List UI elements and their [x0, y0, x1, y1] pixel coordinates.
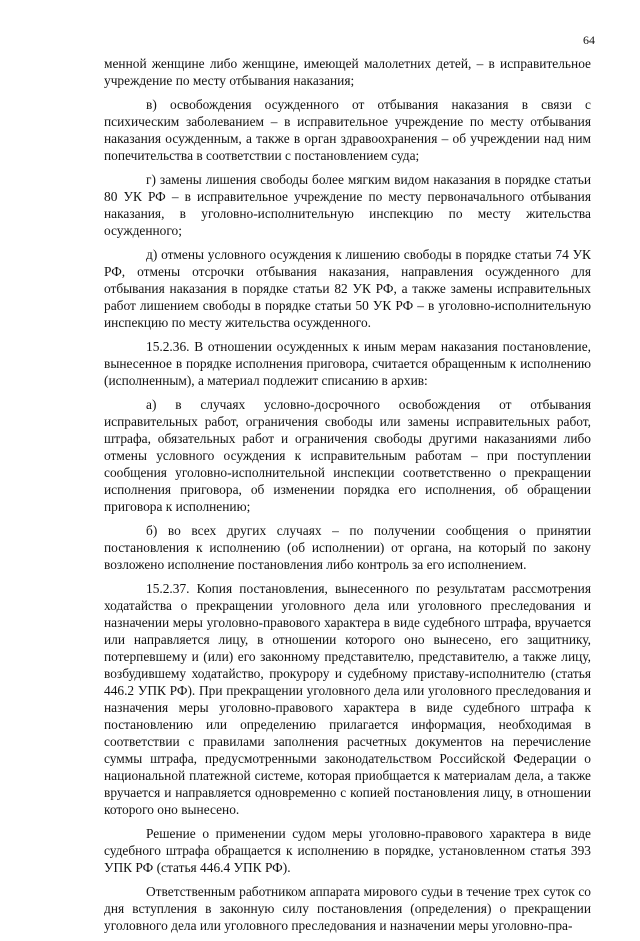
- paragraph-responsible-worker: Ответственным работником аппарата мирового судьи в течение трех суток со дня вступления в законную силу постановления (определения) о прекращении уголовного дела или уголовного преследования и назначении меры уголовно-пра-: [104, 884, 591, 933]
- paragraph-15-2-36: 15.2.36. В отношении осужденных к иным мерам наказания постановление, вынесенное в порядке исполнения приговора, считается обращенным к исполнению (исполненным), а материал подлежит списанию в архив:: [104, 339, 591, 388]
- paragraph-item-a: а) в случаях условно-досрочного освобождения от отбывания исправительных работ, ограничения свободы или замены исправительных работ, штрафа, обязательных работ и ограничения свободы другими наказаниями либо отмены условного осуждения к исправительным работам – при поступлении сообщения уголовно-исполнительной инспекции соответственно о прекращении исполнения приговора, об изменении порядка его исполнения, об обращении приговора к исполнению;: [104, 397, 591, 514]
- paragraph-15-2-37: 15.2.37. Копия постановления, вынесенного по результатам рассмотрения ходатайства о прекращении уголовного дела или уголовного преследования и назначении меры уголовно-правового характера в виде судебного штрафа, вручается или направляется лицу, в отношении которого оно вынесено, его защитнику, потерпевшему и (или) его законному представителю, представителю, а также лицу, возбудившему ходатайство, прокурору и судебному приставу-исполнителю (статья 446.2 УПК РФ). При прекращении уголовного дела или уголовного преследования и назначения меры уголовно-правового характера в виде судебного штрафа к постановлению или определению прилагается информация, необходимая в соответствии с правилами заполнения расчетных документов на перечисление суммы штрафа, предусмотренными законодательством Российской Федерации о национальной платежной системе, которая приобщается к материалам дела, а также вручается и направляется одновременно с копией постановления лицу, в отношении которого оно вынесено.: [104, 581, 591, 817]
- paragraph-fine-decision: Решение о применении судом меры уголовно-правового характера в виде судебного штрафа обращается к исполнению в порядке, установленном статья 393 УПК РФ (статья 446.4 УПК РФ).: [104, 826, 591, 875]
- paragraph-continuation: менной женщине либо женщине, имеющей малолетних детей, – в исправительное учреждение по месту отбывания наказания;: [104, 56, 591, 88]
- document-body: [104, 55, 591, 941]
- paragraph-item-g: г) замены лишения свободы более мягким видом наказания в порядке статьи 80 УК РФ – в исправительное учреждение по месту первоначального отбывания наказания, в уголовно-исполнительную инспекцию по месту жительства осужденного;: [104, 172, 591, 238]
- paragraph-item-v: в) освобождения осужденного от отбывания наказания в связи с психическим заболеванием – в исправительное учреждение по месту отбывания наказания осужденным, а также в орган здравоохранения – об учреждении над ним попечительства в соответствии с постановлением суда;: [104, 97, 591, 163]
- paragraph-item-d: д) отмены условного осуждения к лишению свободы в порядке статьи 74 УК РФ, отмены отсрочки отбывания наказания, направления осужденного для отбывания наказания в порядке статьи 82 УК РФ, а также замены исправительных работ лишением свободы в порядке статьи 50 УК РФ – в уголовно-исполнительную инспекцию по месту жительства осужденного.: [104, 247, 591, 330]
- paragraph-item-b: б) во всех других случаях – по получении сообщения о принятии постановления к исполнению (об исполнении) от органа, на который по закону возложено исполнение постановления либо контроль за его исполнением.: [104, 523, 591, 572]
- page-number: 64: [583, 33, 595, 47]
